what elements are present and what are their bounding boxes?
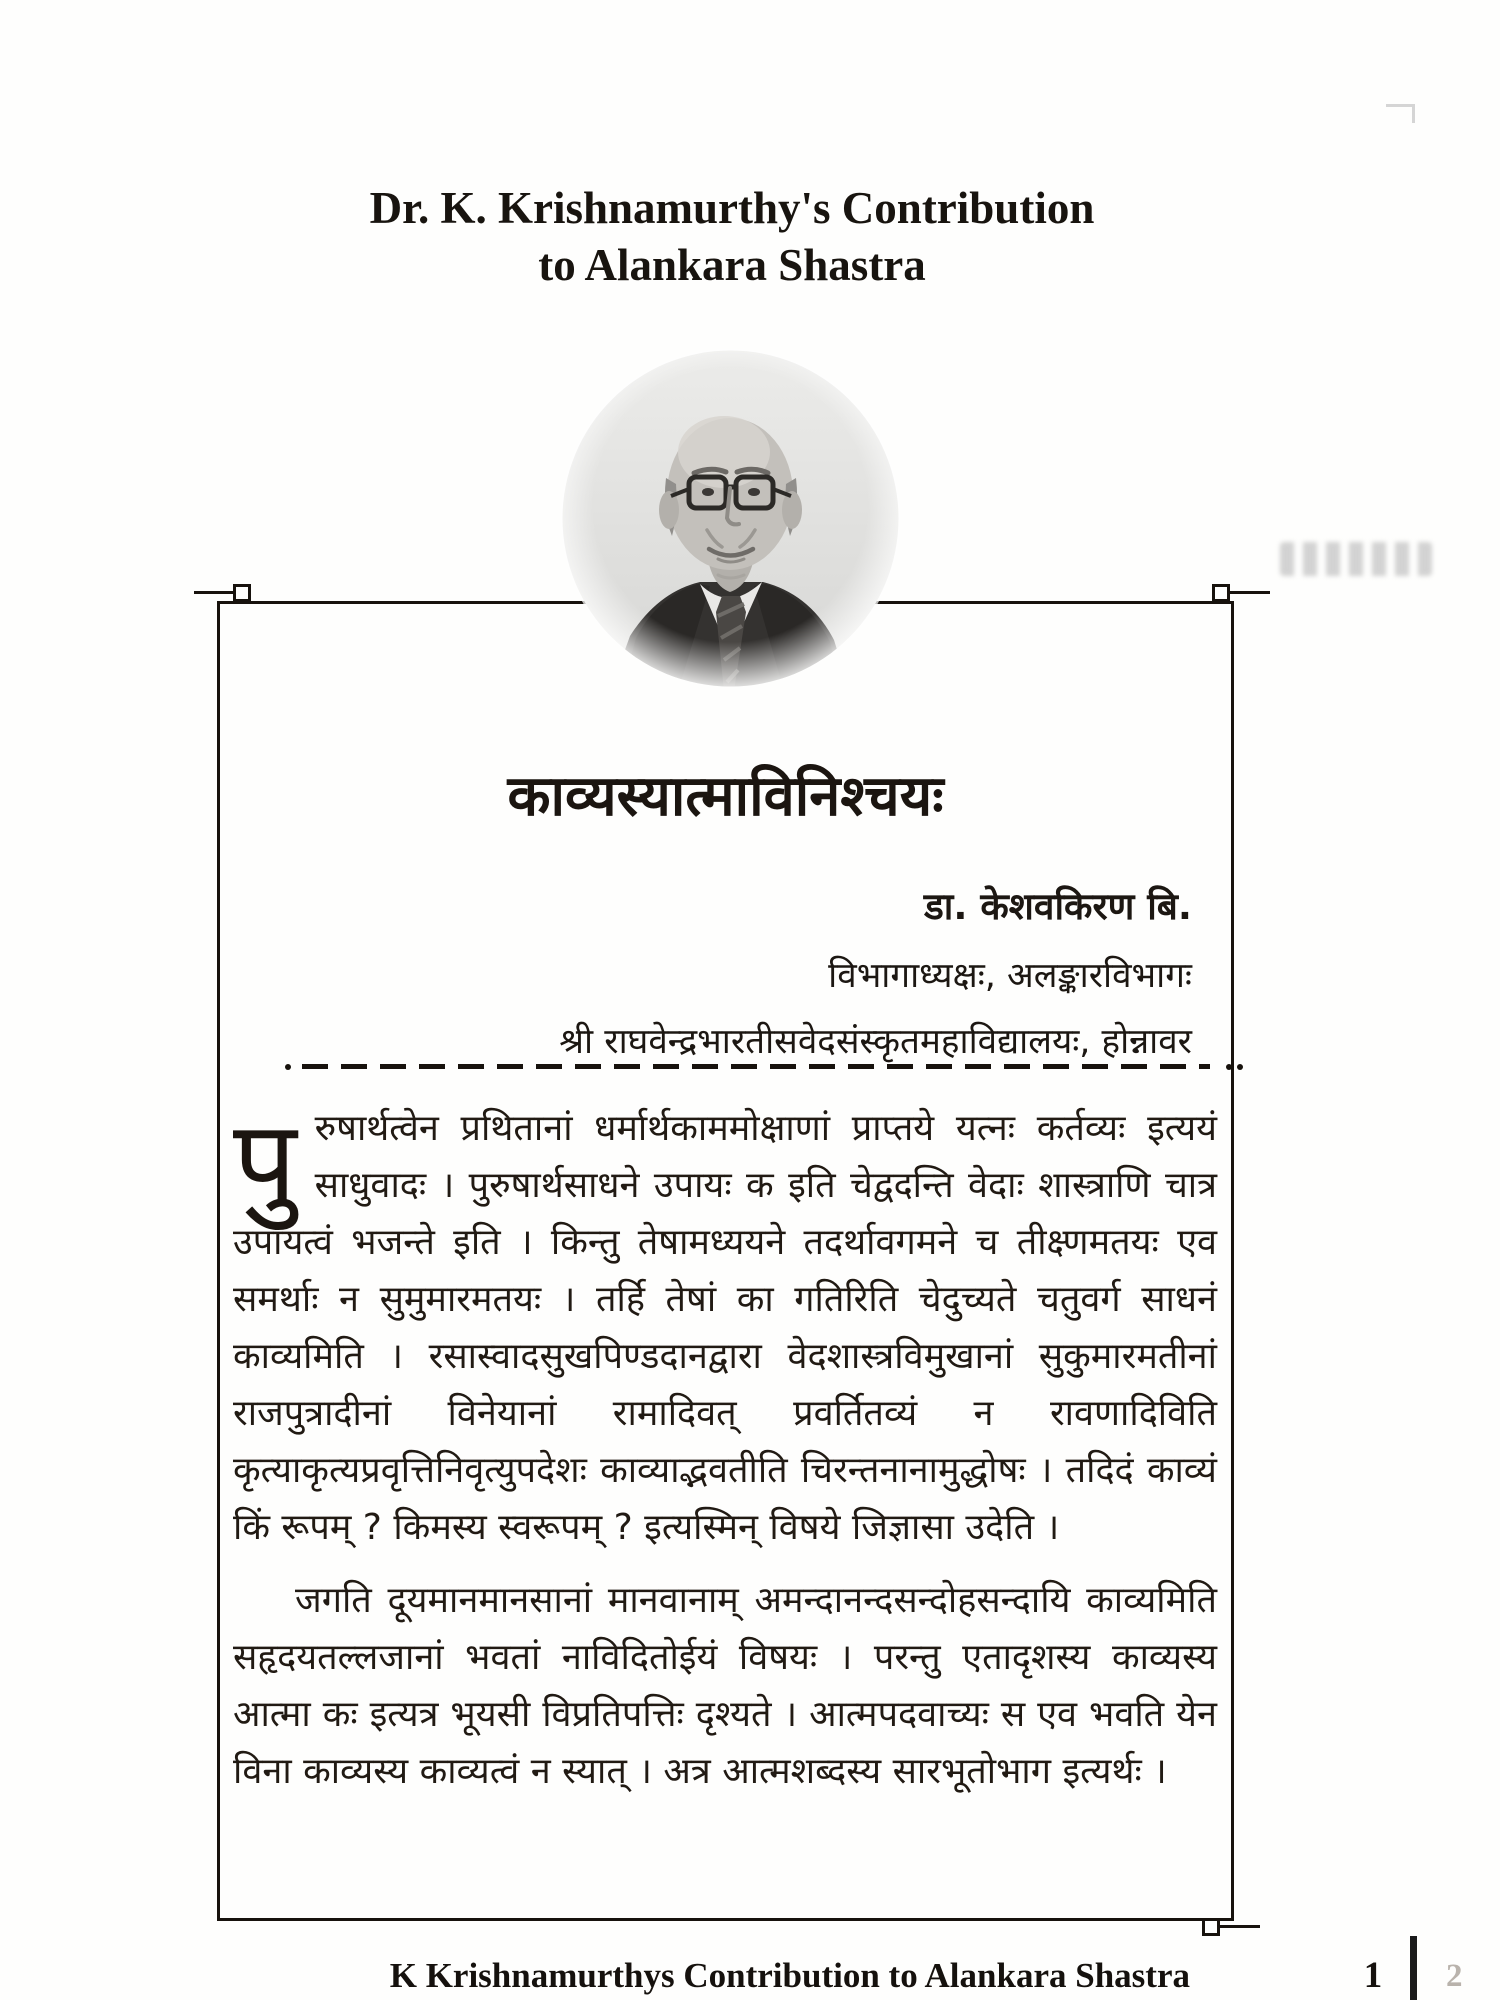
frame-ornament-line-top-left bbox=[194, 591, 233, 594]
article-body bbox=[233, 1097, 1217, 1800]
article-heading: काव्यस्यात्माविनिश्चयः bbox=[507, 764, 944, 829]
bleedthrough-text-smudge bbox=[1280, 542, 1432, 576]
byline bbox=[240, 884, 1192, 1064]
title-line-1: Dr. K. Krishnamurthy's Contribution bbox=[369, 183, 1095, 233]
frame-ornament-line-top-right bbox=[1230, 591, 1270, 594]
author-name: डा. केशवकिरण बि. bbox=[924, 885, 1192, 928]
page-number: 1 bbox=[1363, 1955, 1383, 1996]
paragraph-1 bbox=[233, 1097, 1217, 1556]
bleedthrough-mark-top-right bbox=[1386, 104, 1415, 123]
bleedthrough-page-number: 2 bbox=[1446, 1958, 1463, 1994]
frame-corner-ornament-top-left bbox=[233, 584, 251, 602]
paragraph-1-text: रुषार्थत्वेन प्रथितानां धर्मार्थकाममोक्षाणां प्राप्तये यत्नः कर्तव्यः इत्ययं साधुवादः । पुरुषार्थसाधने उपायः क इति चेद्वदन्ति वेदाः शास्त्राणि चात्र उपायत्वं भजन्ते इति । किन्तु तेषामध्ययने तदर्थावगमने च तीक्ष्णमतयः एव समर्थाः न सुमुमारमतयः । तर्हि तेषां का गतिरिति चेदुच्यते चतुवर्ग साधनं काव्यमिति । रसास्वादसुखपिण्डदानद्वारा वेदशास्त्रविमुखानां सुकुमारमतीनां राजपुत्रादीनां विनेयानां रामादिवत् प्रवर्तितव्यं न रावणादिविति कृत्याकृत्यप्रवृत्तिनिवृत्युपदेशः काव्याद्भवतीति चिरन्तनानामुद्धोषः । तदिदं काव्यं किं रूपम् ? किमस्य स्वरूपम् ? इत्यस्मिन् विषये जिज्ञासा उदेति । bbox=[233, 1108, 1217, 1548]
footer-divider-bar bbox=[1410, 1936, 1417, 2000]
dashed-divider bbox=[302, 1064, 1210, 1069]
frame-corner-ornament-top-right bbox=[1212, 584, 1230, 602]
frame-corner-ornament-bottom-right bbox=[1202, 1918, 1220, 1936]
portrait-photo bbox=[558, 346, 903, 691]
drop-cap: पु bbox=[233, 1097, 297, 1227]
page-title bbox=[0, 180, 1464, 294]
title-line-2: to Alankara Shastra bbox=[538, 240, 926, 290]
author-affiliation: श्री राघवेन्द्रभारतीसवेदसंस्कृतमहाविद्यालयः, होन्नावर bbox=[559, 1022, 1192, 1062]
author-role: विभागाध्यक्षः, अलङ्कारविभागः bbox=[828, 956, 1192, 996]
running-footer-title: K Krishnamurthys Contribution to Alankara Shastra bbox=[389, 1956, 1190, 1995]
paragraph-2: जगति दूयमानमानसानां मानवानाम् अमन्दानन्दसन्दोहसन्दायि काव्यमिति सहृदयतल्लजानां भवतां नाविदितोईयं विषयः । परन्तु एतादृशस्य काव्यस्य आत्मा कः इत्यत्र भूयसी विप्रतिपत्तिः दृश्यते । आत्मपदवाच्यः स एव भवति येन विना काव्यस्य काव्यत्वं न स्यात् । अत्र आत्मशब्दस्य सारभूतोभाग इत्यर्थः । bbox=[233, 1580, 1217, 1792]
frame-ornament-line-bottom-right bbox=[1220, 1925, 1260, 1928]
